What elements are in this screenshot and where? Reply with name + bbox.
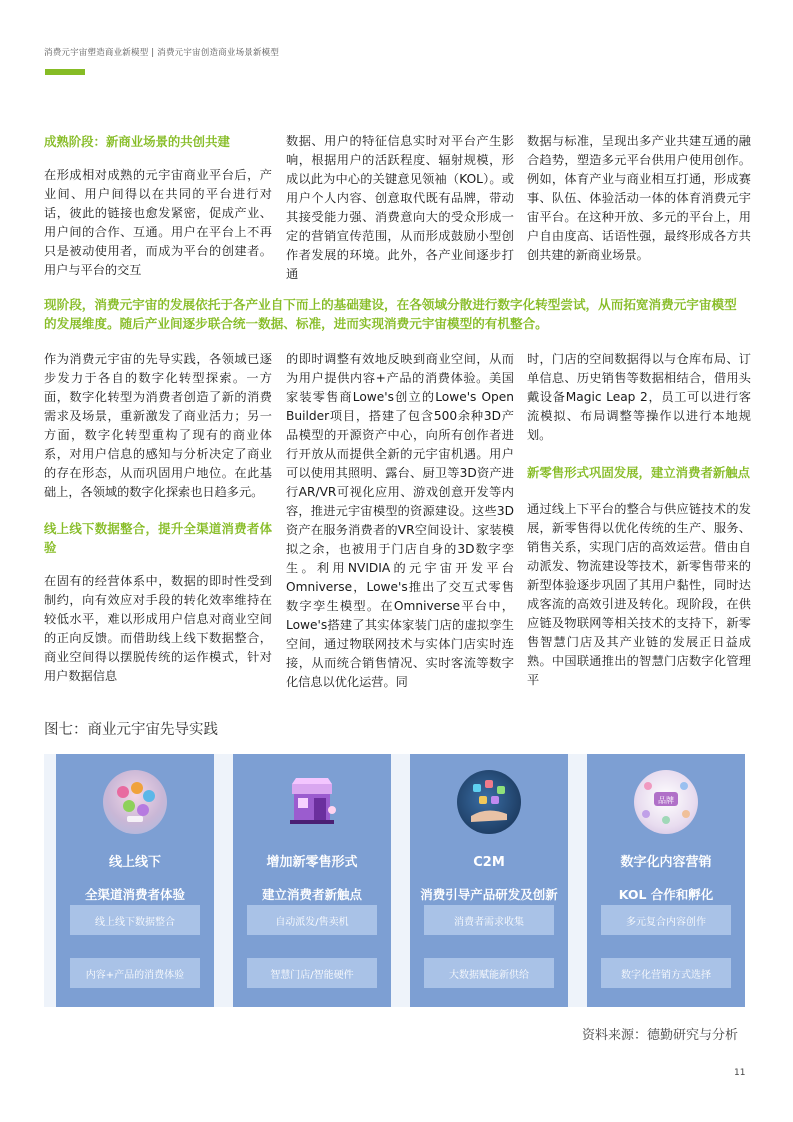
mid-column-1	[44, 350, 272, 686]
accent-bar	[45, 69, 85, 75]
figure-card	[233, 754, 391, 1007]
figure-panel	[44, 754, 741, 1007]
smart-store-icon	[280, 770, 344, 834]
card-item: 数字化营销方式选择	[601, 958, 731, 988]
page-number: 11	[734, 1068, 746, 1078]
paragraph: 时，门店的空间数据得以与仓库布局、订单信息、历史销售等数据相结合，借用头戴设备Magic Leap 2，员工可以进行客流模拟、布局调整等操作以进行本地规划。	[527, 352, 751, 442]
paragraph: 数据与标准，呈现出多产业共建互通的融合趋势，塑造多元平台供用户使用创作。例如，体育产业与商业相互打通，形成赛事、队伍、体验活动一体的体育消费元宇宙平台。在这种开放、多元的平台上，用户自由度高、话语性强，最终形成各方共创共建的新商业场景。	[527, 134, 751, 262]
figure-source: 资料来源：德勤研究与分析	[582, 1028, 739, 1043]
svg-text:品牌: 品牌	[658, 796, 674, 805]
running-head: 消费元宇宙塑造商业新模型 | 消费元宇宙创造商业场景新模型	[44, 48, 280, 58]
section-heading: 线上线下数据整合，提升全渠道消费者体验	[44, 521, 272, 555]
card-title: 增加新零售形式	[266, 855, 358, 870]
card-subtitle: 建立消费者新触点	[261, 887, 362, 902]
paragraph: 在固有的经营体系中，数据的即时性受到制约，向有效应对手段的转化效率维持在较低水平，难以形成用户信息对商业空间的正向反馈。而借助线上线下数据整合，商业空间得以摆脱传统的运作模式，针对用户数据信息	[44, 574, 272, 683]
figure-card	[587, 754, 745, 1007]
content-marketing-icon	[634, 770, 698, 834]
top-column-3	[527, 132, 751, 265]
card-title: C2M	[473, 855, 505, 870]
paragraph: 数据、用户的特征信息实时对平台产生影响，根据用户的活跃程度、辐射规模，形成以此为中心的关键意见领袖（KOL）。或用户个人内容、创意取代既有品牌，带动其接受能力强、消费意向大的受众形成一定的营销宣传范围，从而形成鼓励小型创作者发展的环境。此外，各产业间逐步打通	[286, 134, 514, 281]
card-subtitle: 全渠道消费者体验	[84, 887, 185, 902]
figure-title: 图七：商业元宇宙先导实践	[44, 722, 218, 738]
omnichannel-people-icon	[103, 770, 167, 834]
card-item: 消费者需求收集	[424, 905, 554, 935]
card-item: 多元复合内容创作	[601, 905, 731, 935]
card-item: 内容+产品的消费体验	[70, 958, 200, 988]
paragraph: 的即时调整有效地反映到商业空间，从而为用户提供内容+产品的消费体验。美国家装零售商Lowe's创立的Lowe's Open Builder项目，搭建了包含500余种3D产品模型的开源资产中心，向所有创作者进行开放从而提供全新的元宇宙机遇。用户可以使用其照明、露台、厨卫等3D资产进行AR/VR可视化应用、游戏创意开发等内容，推进元宇宙模型的资源建设。这些3D资产在服务消费者的VR空间设计、家装模拟之余，也被用于门店自身的3D数字孪生。利用NVIDIA的元宇宙开发平台Omniverse，Lowe's推出了交互式零售数字孪生模型。在Omniverse平台中，Lowe's搭建了其实体家装门店的虚拟孪生空间，通过物联网技术与实体门店实时连接，从而统合销售情况、实时客流等数字化信息以优化运营。同	[286, 352, 514, 689]
data-hand-icon	[457, 770, 521, 834]
mid-column-2	[286, 350, 514, 692]
card-item: 智慧门店/智能硬件	[247, 958, 377, 988]
card-item: 线上线下数据整合	[70, 905, 200, 935]
figure-card	[56, 754, 214, 1007]
card-item: 自动派发/售卖机	[247, 905, 377, 935]
card-subtitle: 消费引导产品研发及创新	[420, 887, 558, 902]
card-item: 大数据赋能新供给	[424, 958, 554, 988]
mid-column-3	[527, 350, 751, 690]
section-heading: 新零售形式巩固发展，建立消费者新触点	[527, 465, 751, 480]
paragraph: 通过线上下平台的整合与供应链技术的发展，新零售得以优化传统的生产、服务、销售关系，实现门店的高效运营。借由自动派发、物流建设等技术，新零售带来的新型体验逐步巩固了其用户黏性，同时达成客流的高效引进及转化。现阶段，在供应链及物联网等相关技术的支持下，新零售智慧门店及其产业链的发展正日益成熟。中国联通推出的智慧门店数字化管理平	[527, 502, 751, 687]
card-subtitle: KOL 合作和孵化	[618, 887, 714, 902]
paragraph: 在形成相对成熟的元宇宙商业平台后，产业间、用户间得以在共同的平台进行对话，彼此的链接也愈发紧密，促成产业、用户间的合作、互通。用户在平台上不再只是被动使用者，而成为平台的创建者。用户与平台的交互	[44, 168, 272, 277]
section-heading: 成熟阶段：新商业场景的共创共建	[44, 134, 230, 149]
highlight-subtitle: 现阶段，消费元宇宙的发展依托于各产业自下而上的基础建设，在各领域分散进行数字化转型尝试，从而拓宽消费元宇宙模型的发展维度。随后产业间逐步联合统一数据、标准，进而实现消费元宇宙模型的有机整合。	[44, 297, 737, 331]
top-column-1	[44, 132, 272, 280]
card-title: 数字化内容营销	[620, 855, 712, 870]
card-title: 线上线下	[108, 855, 161, 870]
top-column-2	[286, 132, 514, 284]
figure-card	[410, 754, 568, 1007]
paragraph: 作为消费元宇宙的先导实践，各领域已逐步发力于各自的数字化转型探索。一方面，数字化转型为消费者创造了新的消费需求及场景，重新激发了商业活力；另一方面，数字化转型重构了现有的商业体系，对用户信息的感知与分析决定了商业的存在形态，从而巩固用户地位。在此基础上，各领域的数字化探索也日趋多元。	[44, 352, 272, 499]
